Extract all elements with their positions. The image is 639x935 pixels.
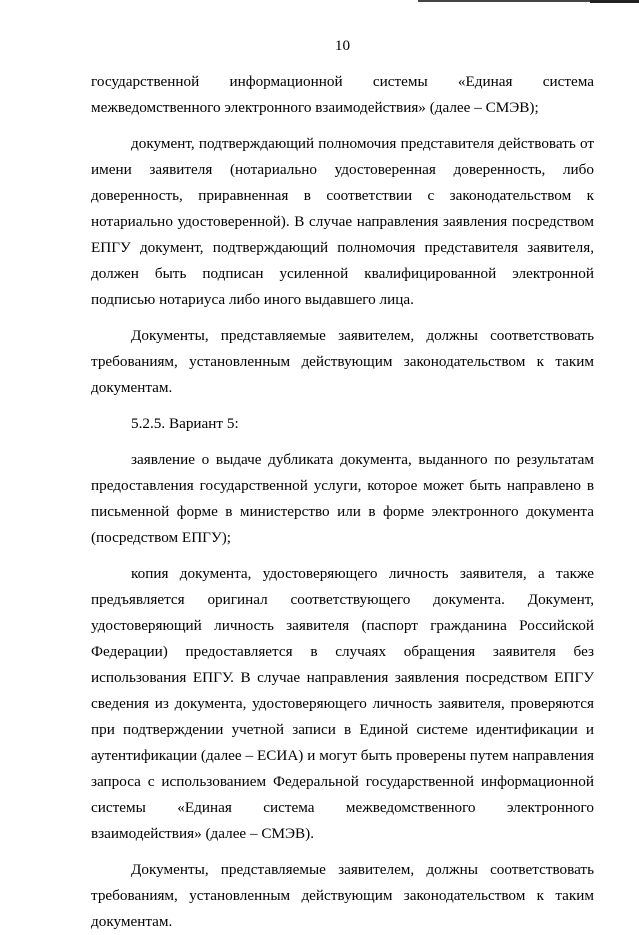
top-edge-mark: [590, 0, 639, 3]
subsection-heading: 5.2.5. Вариант 5:: [131, 415, 239, 432]
paragraph-4: заявление о выдаче дубликата документа, выданного по результатам предоставления государственной услуги, которое может быть направлено в письменной форме в министерство или в форме электронного документа (посредством ЕПГУ);: [91, 451, 594, 546]
page-number: 10: [334, 37, 351, 54]
paragraph-1: государственной информационной системы «Единая система межведомственного электронного взаимодействия» (далее – СМЭВ);: [91, 73, 594, 116]
paragraph-6: Документы, представляемые заявителем, должны соответствовать требованиям, установленным действующим законодательством к таким документам.: [91, 861, 594, 930]
paragraph-3: Документы, представляемые заявителем, должны соответствовать требованиям, установленным действующим законодательством к таким документам.: [91, 327, 594, 396]
paragraph-5: копия документа, удостоверяющего личность заявителя, а также предъявляется оригинал соответствующего документа. Документ, удостоверяющий личность заявителя (паспорт гражданина Российской Федерации) предоставляется в случаях обращения заявителя без использования ЕПГУ. В случае направления заявления посредством ЕПГУ сведения из документа, удостоверяющего личность заявителя, проверяются при подтверждении учетной записи в Единой системе идентификации и аутентификации (далее – ЕСИА) и могут быть проверены путем направления запроса с использованием Федеральной государственной информационной системы «Единая система межведомственного электронного взаимодействия» (далее – СМЭВ).: [91, 565, 594, 842]
paragraph-2: документ, подтверждающий полномочия представителя действовать от имени заявителя (нотариально удостоверенная доверенность, либо доверенность, приравненная в соответствии с законодательством к нотариально удостоверенной). В случае направления заявления посредством ЕПГУ документ, подтверждающий полномочия представителя заявителя, должен быть подписан усиленной квалифицированной электронной подписью нотариуса либо иного выдавшего лица.: [91, 135, 594, 308]
document-page: [91, 33, 594, 935]
